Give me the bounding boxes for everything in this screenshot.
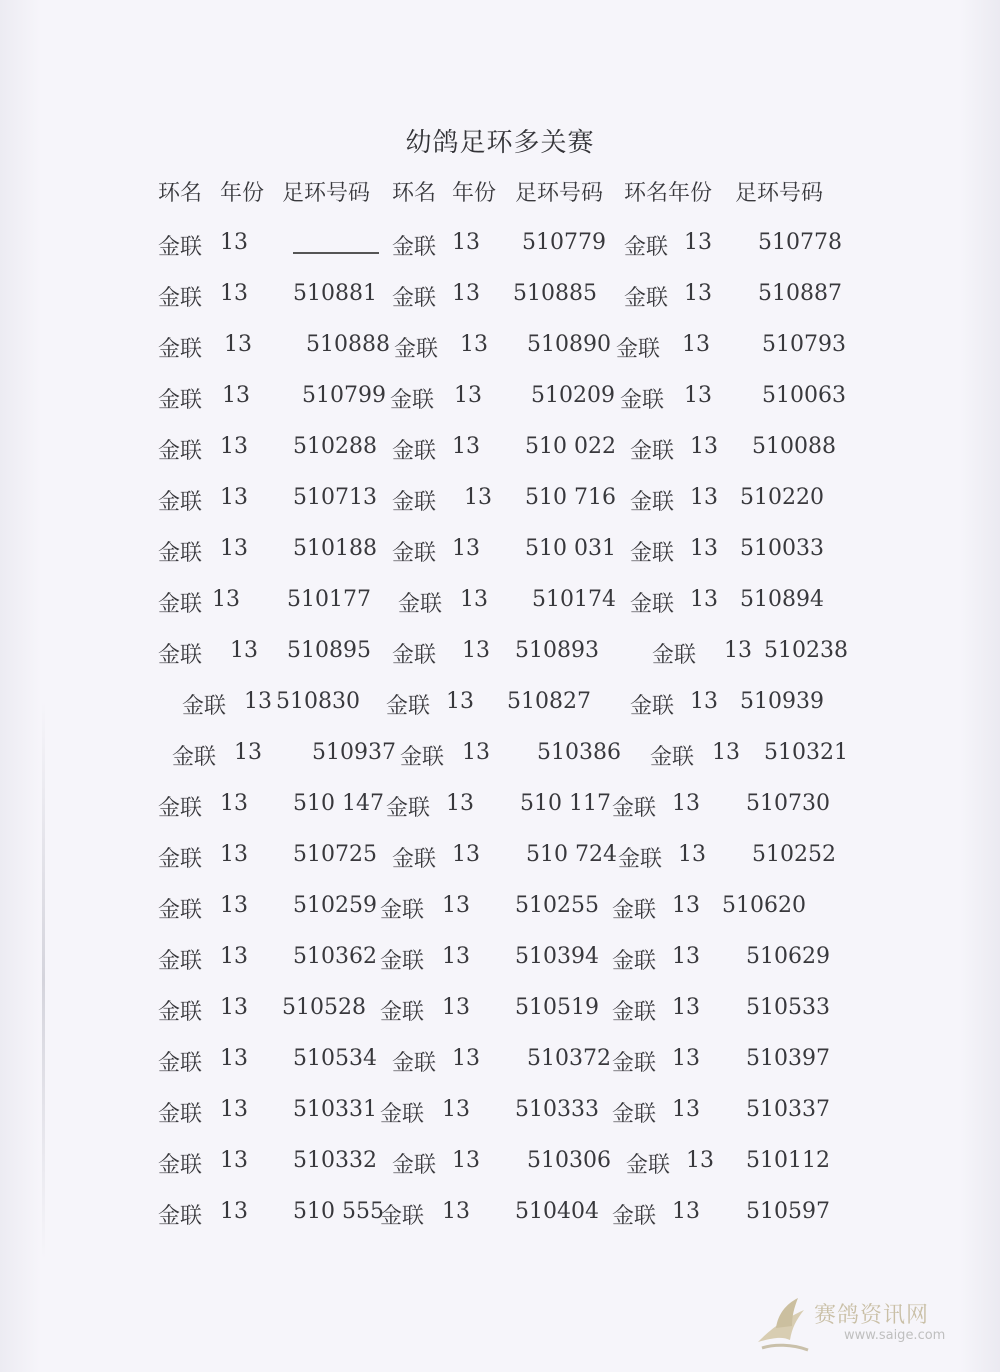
year-1: 13 bbox=[212, 587, 240, 612]
ring-number-1: 510528 bbox=[282, 995, 366, 1020]
ring-number-1: 510331 bbox=[293, 1097, 377, 1122]
year-1: 13 bbox=[220, 1097, 248, 1122]
ring-number-1: 510177 bbox=[287, 587, 371, 612]
header-ring-number-3: 足环号码 bbox=[735, 181, 824, 206]
ring-name-3: 金联 bbox=[612, 1204, 657, 1229]
ring-name-1: 金联 bbox=[158, 1204, 203, 1229]
year-3: 13 bbox=[672, 995, 700, 1020]
ring-number-3: 510220 bbox=[740, 485, 824, 510]
ring-number-3: 510238 bbox=[764, 638, 848, 663]
ring-name-2: 金联 bbox=[392, 847, 437, 872]
ring-name-1: 金联 bbox=[182, 694, 227, 719]
header-year-1: 年份 bbox=[220, 181, 265, 206]
ring-name-2: 金联 bbox=[392, 643, 437, 668]
ring-number-2: 510893 bbox=[515, 638, 599, 663]
year-2: 13 bbox=[452, 1046, 480, 1071]
year-2: 13 bbox=[454, 383, 482, 408]
year-1: 13 bbox=[220, 230, 248, 255]
ring-number-3: 510063 bbox=[762, 383, 846, 408]
ring-name-2: 金联 bbox=[380, 1000, 425, 1025]
ring-number-2: 510885 bbox=[513, 281, 597, 306]
ring-name-1: 金联 bbox=[158, 235, 203, 260]
year-2: 13 bbox=[442, 893, 470, 918]
year-2: 13 bbox=[452, 1148, 480, 1173]
ring-number-2: 510 716 bbox=[525, 485, 616, 510]
ring-name-1: 金联 bbox=[158, 949, 203, 974]
ring-name-1: 金联 bbox=[158, 541, 203, 566]
year-1: 13 bbox=[220, 995, 248, 1020]
paper-fold-shadow bbox=[42, 700, 45, 1260]
year-3: 13 bbox=[678, 842, 706, 867]
year-1: 13 bbox=[220, 791, 248, 816]
ring-name-3: 金联 bbox=[650, 745, 695, 770]
watermark-site-name: 赛鸽资讯网 bbox=[814, 1303, 930, 1328]
ring-name-2: 金联 bbox=[400, 745, 445, 770]
year-3: 13 bbox=[672, 1097, 700, 1122]
ring-number-1: 510725 bbox=[293, 842, 377, 867]
year-2: 13 bbox=[452, 434, 480, 459]
ring-number-1: 510888 bbox=[306, 332, 390, 357]
year-3: 13 bbox=[672, 1046, 700, 1071]
ring-number-3: 510337 bbox=[746, 1097, 830, 1122]
year-2: 13 bbox=[460, 587, 488, 612]
ring-number-3: 510730 bbox=[746, 791, 830, 816]
ring-name-2: 金联 bbox=[392, 439, 437, 464]
ring-number-3: 510397 bbox=[746, 1046, 830, 1071]
ring-name-1: 金联 bbox=[158, 1102, 203, 1127]
year-1: 13 bbox=[220, 893, 248, 918]
year-1: 13 bbox=[220, 434, 248, 459]
ring-name-1: 金联 bbox=[158, 439, 203, 464]
ring-number-2: 510372 bbox=[527, 1046, 611, 1071]
ring-name-2: 金联 bbox=[390, 388, 435, 413]
year-1: 13 bbox=[220, 944, 248, 969]
year-3: 13 bbox=[690, 536, 718, 561]
year-2: 13 bbox=[442, 1199, 470, 1224]
ring-name-3: 金联 bbox=[612, 796, 657, 821]
watermark-url: www.saige.com bbox=[844, 1328, 946, 1343]
ring-number-1: 510259 bbox=[293, 893, 377, 918]
ring-name-3: 金联 bbox=[624, 235, 669, 260]
ring-name-3: 金联 bbox=[630, 541, 675, 566]
ring-number-1: 510937 bbox=[312, 740, 396, 765]
ring-name-2: 金联 bbox=[386, 694, 431, 719]
year-2: 13 bbox=[442, 1097, 470, 1122]
ring-name-2: 金联 bbox=[380, 949, 425, 974]
year-3: 13 bbox=[690, 485, 718, 510]
ring-name-2: 金联 bbox=[394, 337, 439, 362]
year-3: 13 bbox=[690, 434, 718, 459]
year-3: 13 bbox=[724, 638, 752, 663]
ring-name-2: 金联 bbox=[380, 898, 425, 923]
ring-number-3: 510629 bbox=[746, 944, 830, 969]
year-3: 13 bbox=[684, 383, 712, 408]
ring-name-3: 金联 bbox=[612, 949, 657, 974]
ring-number-3: 510778 bbox=[758, 230, 842, 255]
ring-number-2: 510209 bbox=[531, 383, 615, 408]
year-1: 13 bbox=[220, 1199, 248, 1224]
year-1: 13 bbox=[244, 689, 272, 714]
ring-name-1: 金联 bbox=[158, 643, 203, 668]
ring-number-3: 510894 bbox=[740, 587, 824, 612]
year-1: 13 bbox=[220, 1148, 248, 1173]
ring-number-1: 510288 bbox=[293, 434, 377, 459]
ring-name-1: 金联 bbox=[158, 1000, 203, 1025]
year-2: 13 bbox=[442, 995, 470, 1020]
blank-ring-number-line bbox=[293, 252, 379, 254]
ring-number-2: 510827 bbox=[507, 689, 591, 714]
ring-name-3: 金联 bbox=[630, 694, 675, 719]
year-3: 13 bbox=[684, 281, 712, 306]
ring-name-1: 金联 bbox=[158, 592, 203, 617]
ring-number-3: 510620 bbox=[722, 893, 806, 918]
year-3: 13 bbox=[686, 1148, 714, 1173]
year-2: 13 bbox=[446, 689, 474, 714]
ring-name-3: 金联 bbox=[612, 1051, 657, 1076]
ring-name-2: 金联 bbox=[380, 1204, 425, 1229]
ring-name-2: 金联 bbox=[380, 1102, 425, 1127]
ring-name-2: 金联 bbox=[392, 541, 437, 566]
ring-name-1: 金联 bbox=[158, 337, 203, 362]
ring-name-1: 金联 bbox=[158, 1051, 203, 1076]
header-ring-number-2: 足环号码 bbox=[515, 181, 604, 206]
header-year-2: 年份 bbox=[452, 181, 497, 206]
year-1: 13 bbox=[220, 1046, 248, 1071]
year-1: 13 bbox=[222, 383, 250, 408]
ring-number-3: 510533 bbox=[746, 995, 830, 1020]
header-ring-name-1: 环名 bbox=[158, 181, 203, 206]
year-3: 13 bbox=[682, 332, 710, 357]
header-ring-name-2: 环名 bbox=[392, 181, 437, 206]
ring-name-3: 金联 bbox=[612, 1102, 657, 1127]
ring-name-3: 金联 bbox=[620, 388, 665, 413]
year-2: 13 bbox=[464, 485, 492, 510]
ring-number-3: 510033 bbox=[740, 536, 824, 561]
ring-name-2: 金联 bbox=[392, 1153, 437, 1178]
ring-number-1: 510188 bbox=[293, 536, 377, 561]
ring-name-3: 金联 bbox=[626, 1153, 671, 1178]
year-1: 13 bbox=[220, 536, 248, 561]
year-2: 13 bbox=[452, 230, 480, 255]
ring-name-2: 金联 bbox=[392, 490, 437, 515]
ring-number-1: 510830 bbox=[276, 689, 360, 714]
ring-name-1: 金联 bbox=[158, 1153, 203, 1178]
ring-number-2: 510 117 bbox=[520, 791, 611, 816]
document-title: 幼鸽足环多关赛 bbox=[405, 128, 595, 158]
ring-name-2: 金联 bbox=[398, 592, 443, 617]
ring-number-1: 510 555 bbox=[293, 1199, 384, 1224]
ring-number-1: 510 147 bbox=[293, 791, 384, 816]
ring-number-2: 510890 bbox=[527, 332, 611, 357]
ring-number-1: 510534 bbox=[293, 1046, 377, 1071]
ring-name-1: 金联 bbox=[158, 796, 203, 821]
year-1: 13 bbox=[220, 485, 248, 510]
site-watermark bbox=[752, 1290, 982, 1360]
ring-number-2: 510 031 bbox=[525, 536, 616, 561]
ring-number-3: 510321 bbox=[764, 740, 848, 765]
ring-name-1: 金联 bbox=[158, 847, 203, 872]
year-3: 13 bbox=[684, 230, 712, 255]
year-3: 13 bbox=[712, 740, 740, 765]
year-3: 13 bbox=[672, 944, 700, 969]
year-2: 13 bbox=[452, 536, 480, 561]
ring-number-2: 510333 bbox=[515, 1097, 599, 1122]
ring-number-2: 510394 bbox=[515, 944, 599, 969]
ring-number-1: 510332 bbox=[293, 1148, 377, 1173]
ring-name-2: 金联 bbox=[392, 235, 437, 260]
year-1: 13 bbox=[220, 281, 248, 306]
ring-number-1: 510881 bbox=[293, 281, 377, 306]
year-3: 13 bbox=[690, 689, 718, 714]
year-2: 13 bbox=[460, 332, 488, 357]
ring-number-3: 510597 bbox=[746, 1199, 830, 1224]
ring-number-3: 510793 bbox=[762, 332, 846, 357]
header-ring-name-year-3: 环名年份 bbox=[624, 181, 713, 206]
ring-number-3: 510939 bbox=[740, 689, 824, 714]
year-3: 13 bbox=[690, 587, 718, 612]
ring-name-3: 金联 bbox=[616, 337, 661, 362]
ring-name-1: 金联 bbox=[172, 745, 217, 770]
year-1: 13 bbox=[230, 638, 258, 663]
ring-number-1: 510799 bbox=[302, 383, 386, 408]
year-3: 13 bbox=[672, 791, 700, 816]
ring-number-2: 510306 bbox=[527, 1148, 611, 1173]
ring-name-1: 金联 bbox=[158, 286, 203, 311]
year-3: 13 bbox=[672, 893, 700, 918]
year-2: 13 bbox=[442, 944, 470, 969]
pigeon-logo-icon bbox=[752, 1290, 814, 1356]
ring-name-3: 金联 bbox=[652, 643, 697, 668]
year-2: 13 bbox=[452, 842, 480, 867]
ring-name-3: 金联 bbox=[624, 286, 669, 311]
ring-number-2: 510779 bbox=[522, 230, 606, 255]
ring-name-3: 金联 bbox=[612, 1000, 657, 1025]
ring-number-2: 510386 bbox=[537, 740, 621, 765]
ring-name-2: 金联 bbox=[392, 286, 437, 311]
ring-number-2: 510 022 bbox=[525, 434, 616, 459]
ring-number-1: 510713 bbox=[293, 485, 377, 510]
ring-number-3: 510088 bbox=[752, 434, 836, 459]
ring-number-3: 510112 bbox=[746, 1148, 830, 1173]
ring-number-2: 510174 bbox=[532, 587, 616, 612]
ring-name-1: 金联 bbox=[158, 898, 203, 923]
year-1: 13 bbox=[224, 332, 252, 357]
ring-number-2: 510519 bbox=[515, 995, 599, 1020]
year-1: 13 bbox=[220, 842, 248, 867]
ring-number-2: 510404 bbox=[515, 1199, 599, 1224]
year-2: 13 bbox=[446, 791, 474, 816]
ring-number-2: 510255 bbox=[515, 893, 599, 918]
ring-name-3: 金联 bbox=[630, 592, 675, 617]
ring-number-2: 510 724 bbox=[526, 842, 617, 867]
year-2: 13 bbox=[452, 281, 480, 306]
ring-name-1: 金联 bbox=[158, 388, 203, 413]
ring-name-3: 金联 bbox=[612, 898, 657, 923]
ring-name-2: 金联 bbox=[386, 796, 431, 821]
year-2: 13 bbox=[462, 638, 490, 663]
header-ring-number-1: 足环号码 bbox=[282, 181, 371, 206]
ring-number-1: 510362 bbox=[293, 944, 377, 969]
ring-name-2: 金联 bbox=[392, 1051, 437, 1076]
ring-name-3: 金联 bbox=[618, 847, 663, 872]
ring-number-3: 510252 bbox=[752, 842, 836, 867]
ring-name-1: 金联 bbox=[158, 490, 203, 515]
ring-name-3: 金联 bbox=[630, 439, 675, 464]
year-3: 13 bbox=[672, 1199, 700, 1224]
year-2: 13 bbox=[462, 740, 490, 765]
year-1: 13 bbox=[234, 740, 262, 765]
ring-name-3: 金联 bbox=[630, 490, 675, 515]
ring-number-3: 510887 bbox=[758, 281, 842, 306]
ring-number-1: 510895 bbox=[287, 638, 371, 663]
